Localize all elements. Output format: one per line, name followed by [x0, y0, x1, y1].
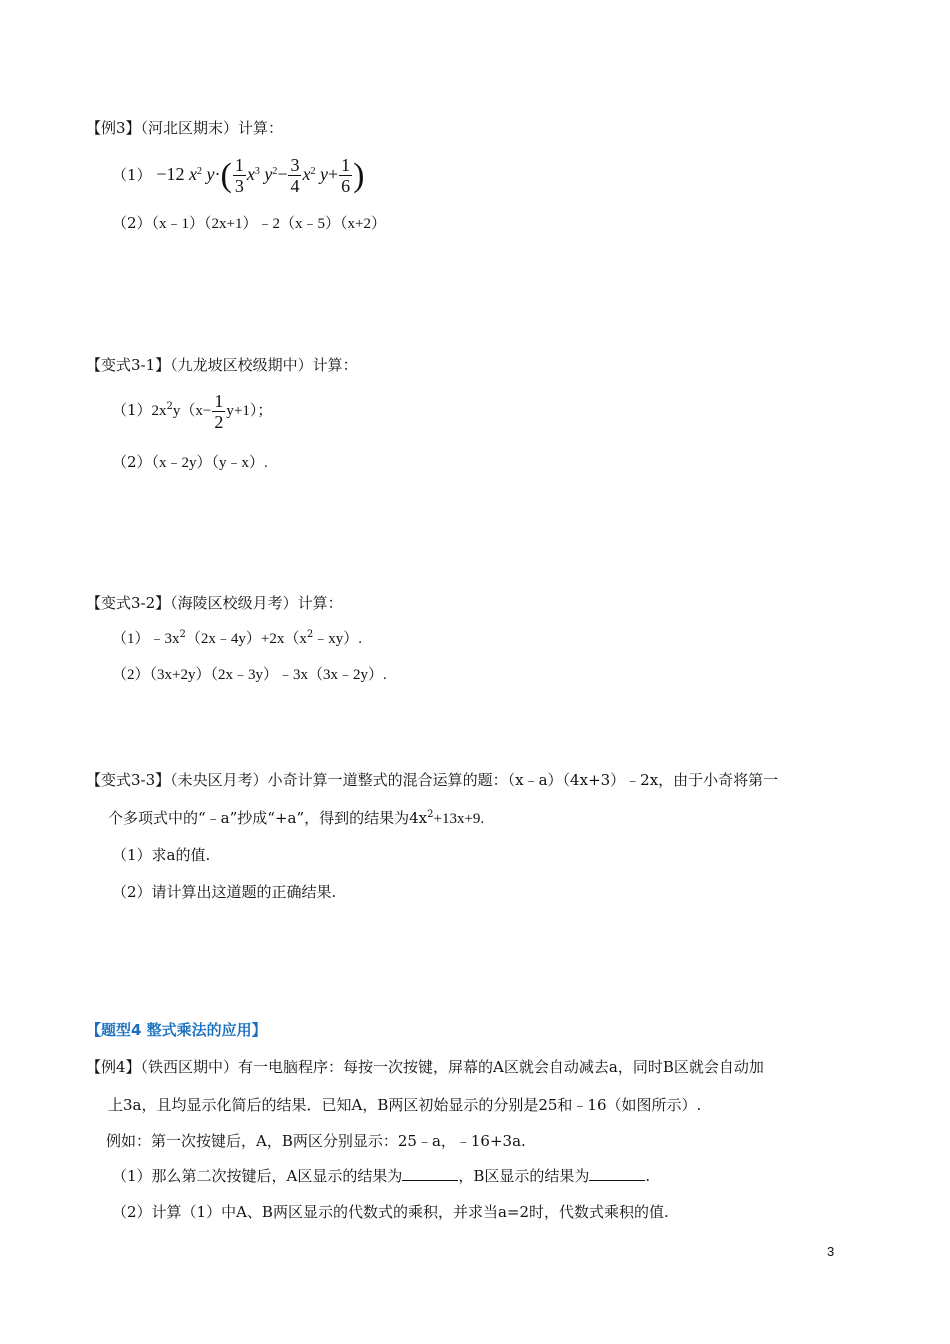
exponent: 2: [179, 629, 186, 640]
problem-text: +13x+9.: [433, 811, 485, 827]
q2-expression: （x﹣1）（2x+1）﹣2（x﹣5）（x+2）: [151, 216, 386, 232]
example-4-line1: [86, 1057, 764, 1077]
variant-3-3-line2: [108, 808, 484, 829]
variant-tag: 【变式3-2】: [86, 594, 171, 612]
question-text: （1）求a的值.: [112, 846, 211, 864]
example-4-line2: [108, 1095, 701, 1115]
var-y: y: [264, 164, 273, 184]
example-4-q1: [112, 1166, 650, 1186]
variant-3-2-q1: [112, 628, 362, 649]
left-paren: (: [220, 156, 232, 194]
variant-3-3-q1: [112, 845, 210, 865]
exponent: 2: [272, 166, 278, 177]
denominator: 6: [341, 176, 351, 197]
fraction-1-3: [233, 155, 246, 196]
question-label: （1）: [112, 166, 152, 184]
question-text: （2）计算（1）中A、B两区显示的代数式的乘积，并求当a=2时，代数式乘积的值.: [112, 1203, 669, 1221]
exponent: 2: [306, 629, 314, 640]
problem-text: 个多项式中的“﹣a”抄成“+a”，得到的结果为4x: [108, 809, 428, 827]
question-text: ，B区显示的结果为: [458, 1167, 590, 1185]
variant-3-1-q1: [112, 390, 272, 434]
exponent: 3: [254, 166, 260, 177]
denominator: 4: [290, 176, 300, 197]
var-y: y: [319, 164, 328, 184]
coefficient: −12: [156, 164, 185, 184]
question-text: （1）那么第二次按键后，A区显示的结果为: [112, 1167, 403, 1185]
var-x: x: [302, 164, 311, 184]
numerator: 1: [234, 155, 244, 176]
expression-part: 2x: [151, 403, 167, 419]
example-tag: 【例3】: [86, 119, 141, 137]
var-x: x: [246, 164, 255, 184]
variant-3-1-q2: [112, 452, 268, 473]
variant-3-2-title: [86, 593, 343, 613]
page-number: 3: [827, 1244, 835, 1259]
variant-3-3-line1: [86, 770, 778, 790]
example-3-q1: [112, 154, 364, 198]
question-label: （2）: [112, 453, 152, 471]
example-3-q2: [112, 213, 386, 234]
var-y: y: [206, 164, 215, 184]
denominator: 3: [234, 176, 244, 197]
problem-text: （未央区月考）小奇计算一道整式的混合运算的题：（x﹣a）（4x+3）﹣2x，由于小奇将第一: [170, 771, 779, 789]
variant-3-2-q2: [112, 664, 387, 685]
question-label: （2）: [112, 214, 152, 232]
numerator: 1: [341, 155, 351, 176]
dot-operator: ·: [214, 164, 221, 184]
fraction-3-4: [288, 155, 301, 196]
exponent: 2: [166, 401, 173, 412]
question-text: .: [645, 1167, 651, 1185]
source-note: （河北区期末）计算：: [140, 119, 284, 137]
expression-part: （1）﹣3x: [112, 631, 180, 647]
q2-expression: （2）（3x+2y）（2x﹣3y）﹣3x（3x﹣2y）.: [112, 667, 387, 683]
example-4-q2: [112, 1202, 669, 1222]
exponent: 2: [310, 166, 316, 177]
fraction-1-6: [339, 155, 352, 196]
numerator: 3: [290, 155, 300, 176]
q2-expression: （x﹣2y）（y﹣x）.: [151, 455, 268, 471]
expression-part: y+1）；: [226, 403, 273, 419]
variant-tag: 【变式3-1】: [86, 356, 171, 374]
problem-text: （铁西区期中）有一电脑程序：每按一次按键，屏幕的A区就会自动减去a，同时B区就会自动加: [140, 1058, 764, 1076]
problem-text: 上3a，且均显示化简后的结果．已知A，B两区初始显示的分别是25和﹣16（如图所示）.: [108, 1096, 702, 1114]
fraction-1-2: [212, 391, 225, 432]
exponent: 2: [427, 809, 434, 820]
question-label: （1）: [112, 401, 152, 419]
q1-expression: [156, 155, 365, 197]
section-heading: 【题型4 整式乘法的应用】: [86, 1021, 267, 1039]
denominator: 2: [214, 411, 224, 432]
example-4-line3: [106, 1131, 526, 1151]
variant-3-1-title: [86, 355, 358, 375]
source-note: （海陵区校级月考）计算：: [170, 594, 343, 612]
numerator: 1: [214, 390, 224, 411]
example-3-title: [86, 118, 283, 138]
answer-blank-a[interactable]: [402, 1166, 458, 1181]
expression-part: ﹣xy）.: [313, 631, 362, 647]
plus-operator: +: [327, 164, 339, 184]
answer-blank-b[interactable]: [589, 1166, 645, 1181]
var-x: x: [188, 164, 197, 184]
expression-part: （2x﹣4y）+2x（x: [185, 631, 307, 647]
exponent: 2: [196, 166, 202, 177]
right-paren: ): [353, 156, 365, 194]
minus-operator: −: [277, 164, 288, 184]
problem-text: 例如：第一次按键后，A，B两区分别显示：25﹣a，﹣16+3a.: [106, 1132, 526, 1150]
variant-tag: 【变式3-3】: [86, 771, 171, 789]
source-note: （九龙坡区校级期中）计算：: [170, 356, 358, 374]
expression-part: y（x−: [172, 403, 212, 419]
question-text: （2）请计算出这道题的正确结果.: [112, 883, 337, 901]
variant-3-3-q2: [112, 882, 336, 902]
example-tag: 【例4】: [86, 1058, 141, 1076]
